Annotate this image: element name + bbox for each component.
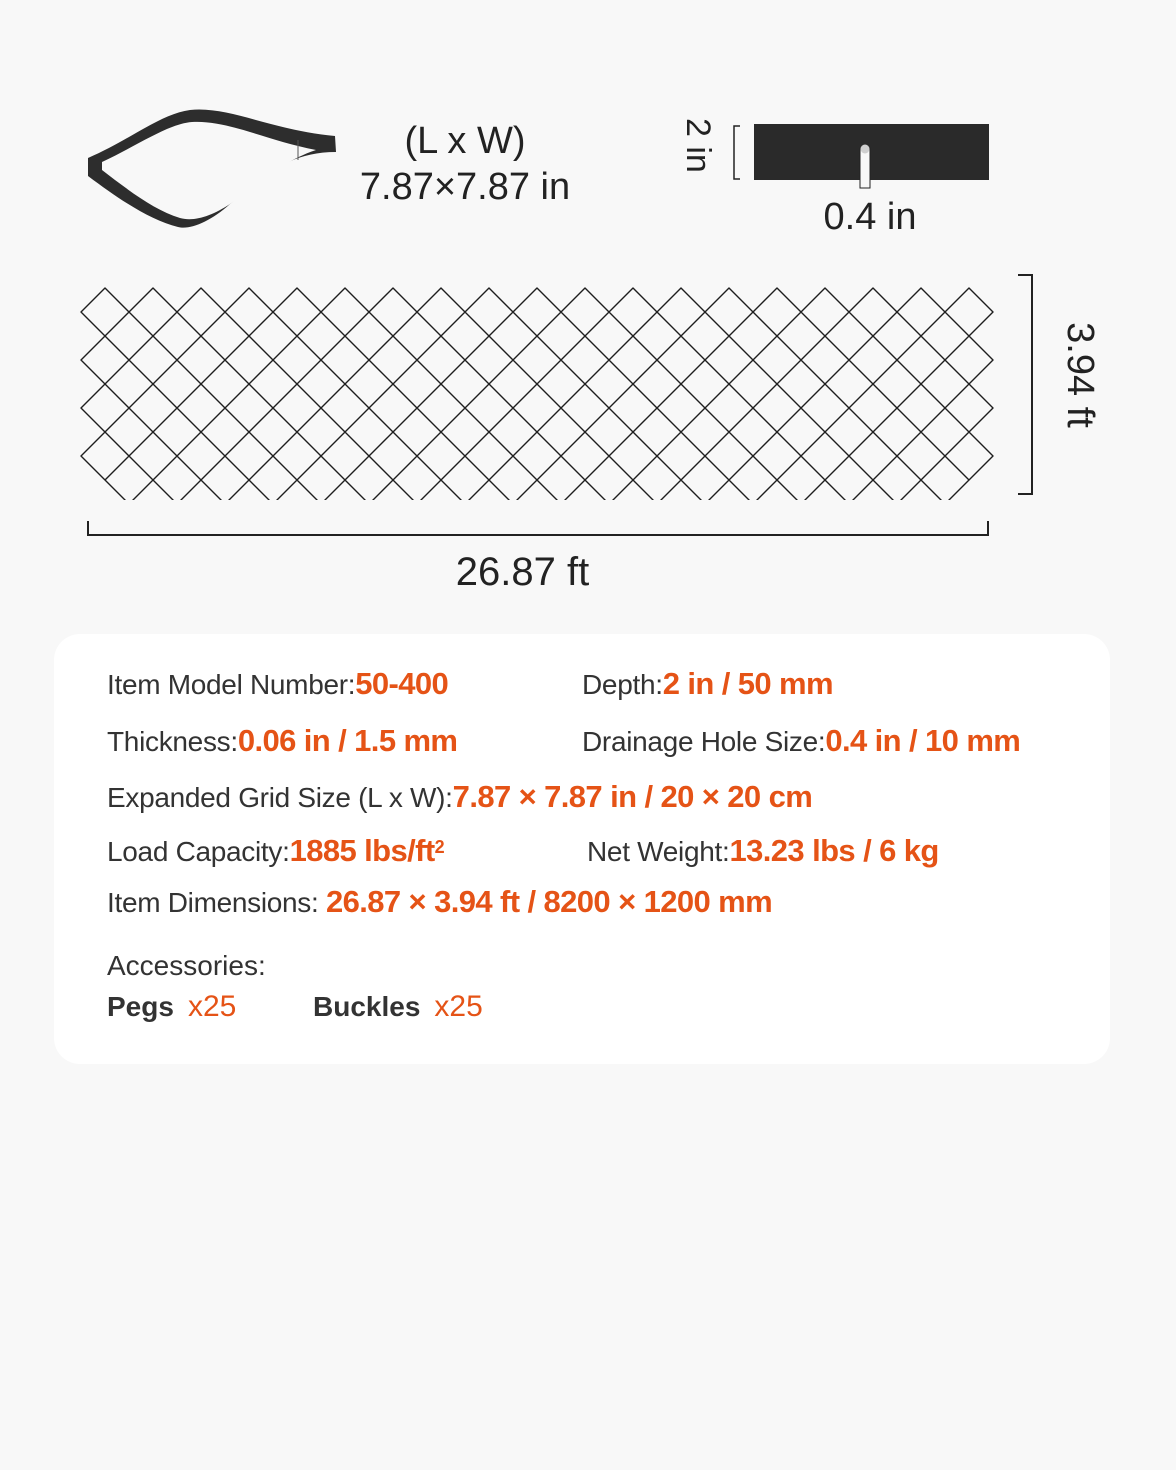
spec-load-label: Load Capacity: [107,836,290,867]
spec-dimensions-label: Item Dimensions: [107,887,326,918]
accessory-buckles [313,989,483,1025]
height-label [1058,300,1102,450]
cell-icon [80,100,345,240]
accessory-pegs-qty: x25 [187,990,237,1023]
cell-size-caption: (L x W) [404,120,526,162]
spec-model-label: Item Model Number: [107,669,356,700]
spec-depth-label: Depth: [582,669,663,700]
spec-drainage [582,723,1020,760]
geogrid-mesh-icon [75,268,995,500]
depth-label-text: 2 in [679,118,717,173]
hole-size-label: 0.4 in [823,196,917,238]
spec-load-sup: 2 [434,837,445,857]
spec-weight [587,833,939,870]
spec-depth-value: 2 in / 50 mm [662,666,833,701]
spec-model-value: 50-400 [355,666,449,701]
spec-load-number: 1885 lbs/ft [289,833,435,868]
length-dimension-bracket [86,518,990,540]
spec-dimensions [107,884,772,921]
spec-thickness-label: Thickness: [107,726,238,757]
spec-grid-size-label: Expanded Grid Size (L x W): [107,782,453,813]
cell-size-value: 7.87×7.87 in [359,166,571,208]
spec-weight-label: Net Weight: [587,836,730,867]
spec-model [107,666,448,703]
length-label: 26.87 ft [455,550,590,594]
accessory-pegs [107,989,236,1025]
spec-weight-value: 13.23 lbs / 6 kg [729,833,939,868]
spec-thickness-value: 0.06 in / 1.5 mm [237,723,458,758]
height-dimension-bracket [1012,272,1040,497]
strip-section-icon [728,118,993,198]
accessory-buckles-name: Buckles [313,991,421,1022]
spec-load [107,833,444,870]
accessory-buckles-qty: x25 [434,990,483,1023]
accessories-title: Accessories: [107,950,266,981]
spec-card [54,634,1110,1064]
depth-label [678,118,718,188]
spec-dimensions-value: 26.87 × 3.94 ft / 8200 × 1200 mm [325,884,773,919]
spec-grid-size-value: 7.87 × 7.87 in / 20 × 20 cm [452,779,813,814]
spec-drainage-label: Drainage Hole Size: [582,726,826,757]
spec-load-value [290,833,444,868]
cell-size-text [330,118,600,210]
spec-depth [582,666,833,703]
spec-drainage-value: 0.4 in / 10 mm [825,723,1021,758]
accessory-pegs-name: Pegs [107,991,174,1022]
height-label-text: 3.94 ft [1059,322,1101,428]
spec-grid-size [107,779,812,816]
spec-thickness [107,723,457,760]
